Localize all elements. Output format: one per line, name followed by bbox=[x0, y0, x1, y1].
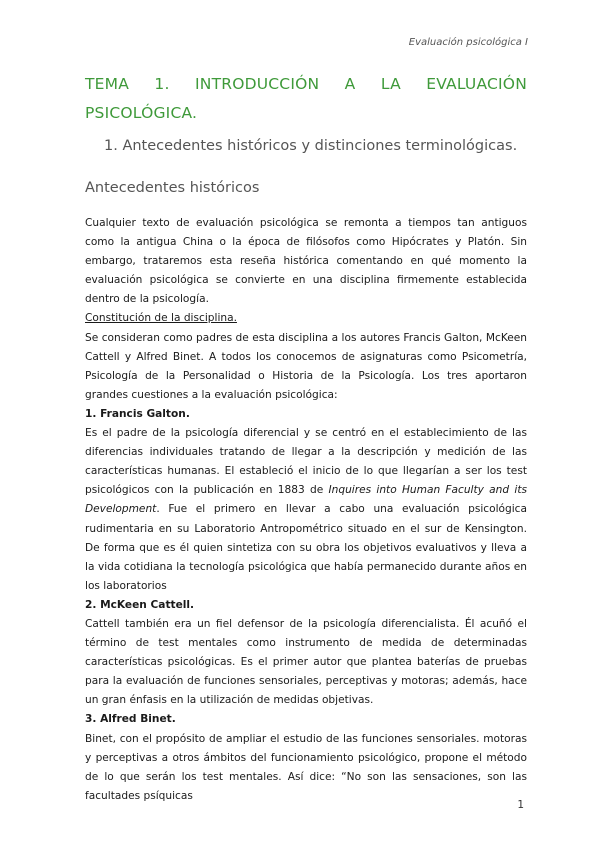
chapter-title-line-2: PSICOLÓGICA. bbox=[85, 104, 198, 122]
galton-text-before: Es el padre de la psicología diferencial y se centró en el establecimiento de las diferencias individuales tratando de llegar a la descripción y medición de las características humanas. El estableció el inicio de lo que llegarían a ser los test psicológicos con la publicación en 1883 de bbox=[85, 427, 527, 497]
cattell-paragraph: Cattell también era un fiel defensor de la psicología diferencialista. Él acuñó el término de test mentales como instrumento de medida de determinadas características psicológicas. Es el primer autor que plantea baterías de pruebas para la evaluación de funciones sensoriales, perceptivas y motoras; además, hace un gran énfasis en la utilización de medidas objetivas. bbox=[85, 617, 527, 707]
running-header: Evaluación psicológica I bbox=[408, 37, 528, 48]
chapter-title-line-1: TEMA 1. INTRODUCCIÓN A LA EVALUACIÓN bbox=[85, 75, 527, 93]
binet-heading: 3. Alfred Binet. bbox=[85, 713, 176, 726]
galton-paragraph bbox=[85, 424, 527, 596]
galton-heading: 1. Francis Galton. bbox=[85, 407, 190, 420]
body-content bbox=[85, 214, 527, 806]
intro-paragraph: Cualquier texto de evaluación psicológica se remonta a tiempos tan antiguos como la antigua China o la época de filósofos como Hipócrates y Platón. Sin embargo, trataremos esta reseña histórica comentando en qué momento la evaluación psicológica se convierte en una disciplina firmemente establecida dentro de la psicología. bbox=[85, 217, 527, 306]
constitution-heading-text: Constitución de la disciplina. bbox=[85, 312, 237, 325]
page-number: 1 bbox=[517, 799, 524, 811]
section-heading: Antecedentes históricos bbox=[85, 180, 260, 196]
constitution-heading bbox=[85, 309, 527, 328]
section-subtitle: 1. Antecedentes históricos y distinciones terminológicas. bbox=[104, 138, 518, 154]
cattell-heading: 2. McKeen Cattell. bbox=[85, 598, 195, 611]
fathers-paragraph: Se consideran como padres de esta disciplina a los autores Francis Galton, McKeen Cattell y Alfred Binet. A todos los conocemos de asignaturas como Psicometría, Psicología de la Personalidad o Historia de la Psicología. Los tres aportaron grandes cuestiones a la evaluación psicológica: bbox=[85, 331, 527, 401]
binet-paragraph: Binet, con el propósito de ampliar el estudio de las funciones sensoriales. motoras y perceptivas a otros ámbitos del funcionamiento psicológico, propone el método de lo que serán los test mentales. Así dice: “No son las sensaciones, son las facultades psíquicas bbox=[85, 732, 527, 802]
galton-book-title: Inquires into Human Faculty and its Development bbox=[85, 484, 528, 516]
galton-text-after: . Fue el primero en llevar a cabo una evaluación psicológica rudimentaria en su Laboratorio Antropométrico situado en el sur de Kensington. De forma que es él quien sintetiza con su obra los objetivos evaluativos y lleva a la vida cotidiana la tecnología psicológica que había permanecido durante años en los laboratorios bbox=[85, 503, 527, 592]
chapter-title bbox=[85, 70, 527, 128]
